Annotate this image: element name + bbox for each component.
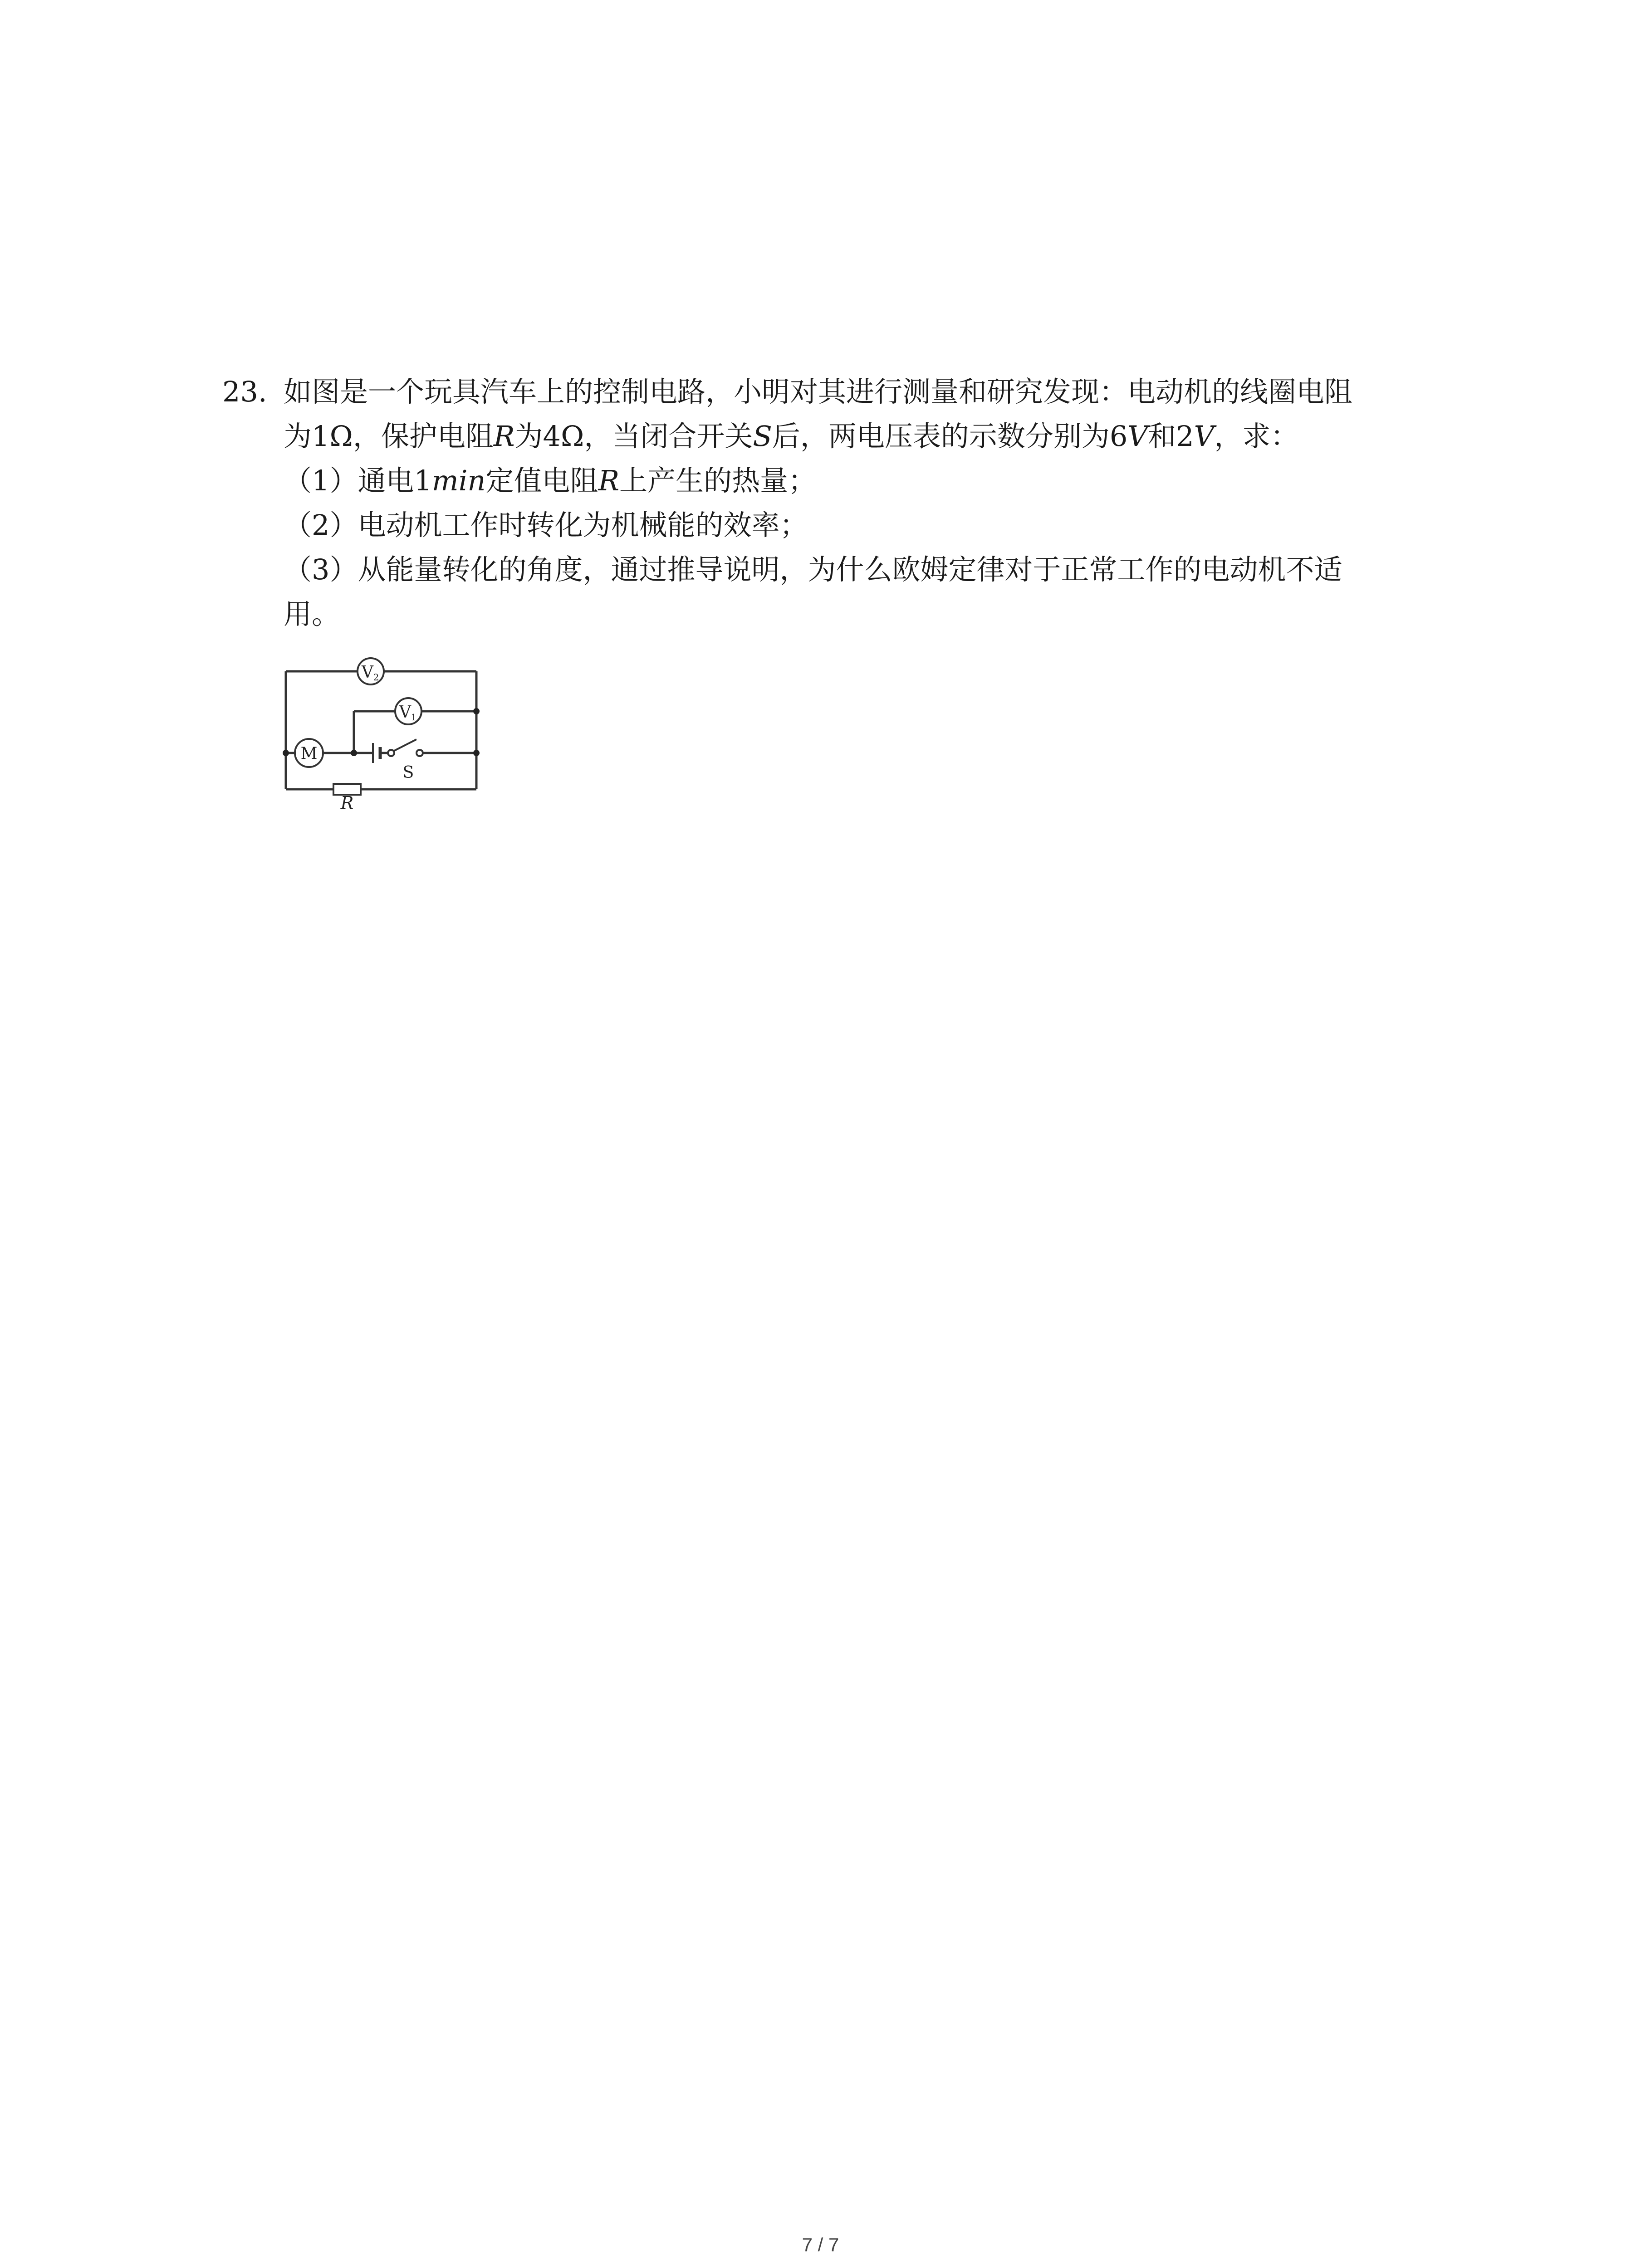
question-3-line-2: 用。 [284, 597, 340, 631]
question-1: （1）通电1min定值电阻R上产生的热量； [284, 464, 817, 497]
voltmeter-v2-icon [358, 658, 384, 684]
voltmeter-v2-label: V [362, 663, 373, 682]
question-2: （2）电动机工作时转化为机械能的效率； [284, 508, 808, 542]
switch-icon [388, 739, 423, 782]
problem-intro-line-1: 23. 如图是一个玩具汽车上的控制电路，小明对其进行测量和研究发现：电动机的线圈电阻 [222, 370, 1456, 414]
circuit-wires [286, 671, 476, 789]
motor-icon [295, 739, 323, 767]
switch-label: S [402, 763, 414, 782]
page-number: 7 / 7 [802, 2234, 839, 2255]
question-3-line-1: （3）从能量转化的角度，通过推导说明，为什么欧姆定律对于正常工作的电动机不适 [284, 553, 1342, 586]
voltmeter-v1-subscript: 1 [411, 712, 417, 723]
problem-23 [222, 370, 1456, 636]
voltmeter-v2-subscript: 2 [373, 672, 379, 683]
problem-intro-line-2: 为1Ω，保护电阻R为4Ω，当闭合开关S后，两电压表的示数分别为6V和2V，求： [284, 420, 1299, 453]
voltmeter-v1-icon [395, 698, 421, 724]
battery-icon [373, 743, 380, 763]
motor-label: M [300, 744, 318, 763]
circuit-diagram [272, 646, 490, 810]
problem-number: 23. [222, 375, 267, 408]
resistor-icon [333, 784, 361, 810]
resistor-label: R [340, 793, 354, 810]
voltmeter-v1-label: V [399, 703, 411, 722]
